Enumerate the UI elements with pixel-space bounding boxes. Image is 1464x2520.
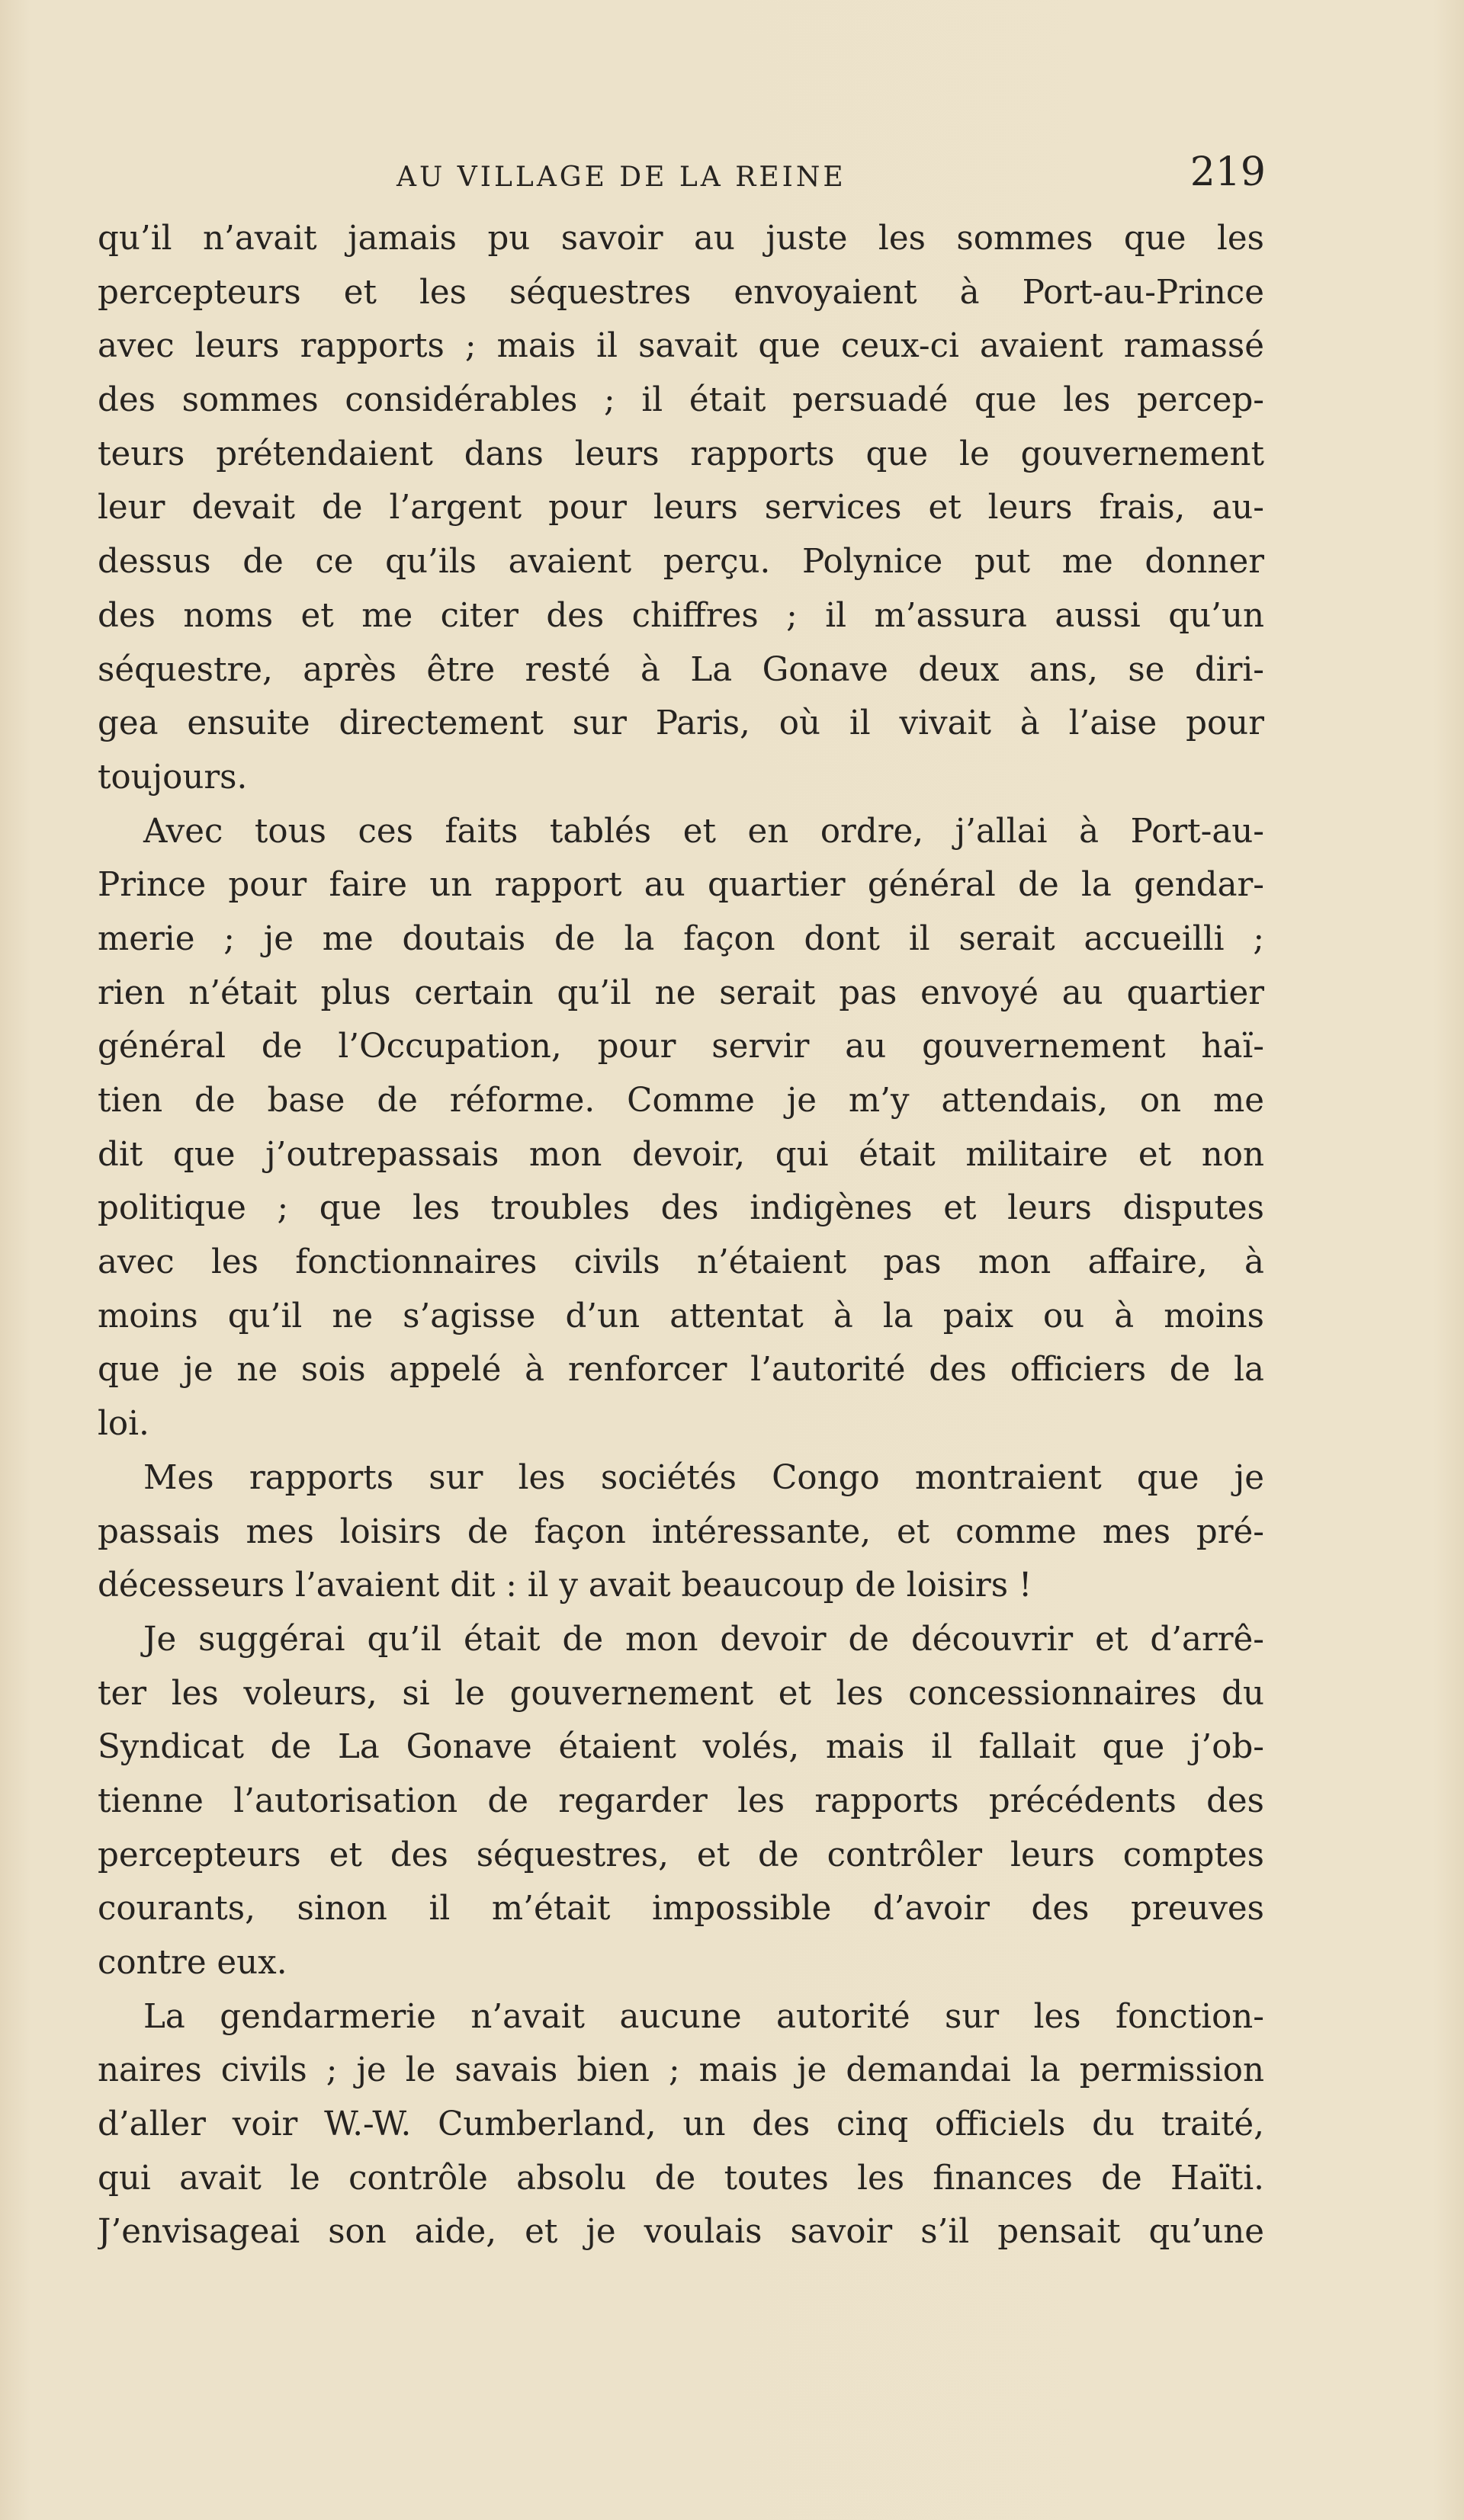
- text-line: tienne l’autorisation de regarder les rapports précédents des: [98, 1781, 1264, 1820]
- text-line: leur devait de l’argent pour leurs services et leurs frais, au-: [98, 489, 1264, 527]
- paragraph-end-line: contre eux.: [98, 1944, 287, 1982]
- paragraph-end-line: loi.: [98, 1405, 149, 1444]
- paragraph-start-line: La gendarmerie n’avait aucune autorité sur les fonction-: [143, 1997, 1264, 2036]
- text-line: J’envisageai son aide, et je voulais savoir s’il pensait qu’une: [98, 2213, 1264, 2252]
- paragraph-end-line: décesseurs l’avaient dit : il y avait beaucoup de loisirs !: [98, 1566, 1032, 1605]
- text-line: courants, sinon il m’était impossible d’avoir des preuves: [98, 1890, 1264, 1928]
- text-line: percepteurs et les séquestres envoyaient à Port-au-Prince: [98, 273, 1264, 312]
- text-line: qui avait le contrôle absolu de toutes les finances de Haïti.: [98, 2159, 1264, 2198]
- text-line: des sommes considérables ; il était persuadé que les percep-: [98, 381, 1264, 420]
- text-line: dit que j’outrepassais mon devoir, qui était militaire et non: [98, 1135, 1264, 1174]
- text-line: qu’il n’avait jamais pu savoir au juste les sommes que les: [98, 220, 1264, 258]
- text-line: d’aller voir W.-W. Cumberland, un des cinq officiels du traité,: [98, 2105, 1264, 2144]
- text-line: moins qu’il ne s’agisse d’un attentat à la paix ou à moins: [98, 1297, 1264, 1335]
- paragraph-start-line: Mes rapports sur les sociétés Congo montraient que je: [143, 1458, 1264, 1497]
- body-text: [98, 212, 1264, 2259]
- text-line: dessus de ce qu’ils avaient perçu. Polynice put me donner: [98, 543, 1264, 582]
- page-number: 219: [1190, 149, 1266, 195]
- paragraph-start-line: Avec tous ces faits tablés et en ordre, j’allai à Port-au-: [143, 812, 1264, 851]
- text-line: Prince pour faire un rapport au quartier général de la gendar-: [98, 866, 1264, 905]
- text-line: ter les voleurs, si le gouvernement et les concessionnaires du: [98, 1674, 1264, 1713]
- text-line: naires civils ; je le savais bien ; mais je demandai la permission: [98, 2051, 1264, 2090]
- page-header: [99, 149, 1266, 203]
- text-line: politique ; que les troubles des indigènes et leurs disputes: [98, 1189, 1264, 1228]
- text-line: Syndicat de La Gonave étaient volés, mais il fallait que j’ob-: [98, 1728, 1264, 1767]
- running-title: AU VILLAGE DE LA REINE: [396, 162, 846, 193]
- text-line: que je ne sois appelé à renforcer l’autorité des officiers de la: [98, 1351, 1264, 1390]
- text-line: tien de base de réforme. Comme je m’y attendais, on me: [98, 1082, 1264, 1120]
- text-line: merie ; je me doutais de la façon dont il serait accueilli ;: [98, 919, 1264, 958]
- text-line: percepteurs et des séquestres, et de contrôler leurs comptes: [98, 1835, 1264, 1874]
- text-line: avec leurs rapports ; mais il savait que ceux-ci avaient ramassé: [98, 327, 1264, 366]
- text-line: passais mes loisirs de façon intéressante, et comme mes pré-: [98, 1512, 1264, 1551]
- text-line: séquestre, après être resté à La Gonave deux ans, se diri-: [98, 650, 1264, 689]
- text-line: teurs prétendaient dans leurs rapports que le gouvernement: [98, 434, 1264, 473]
- text-line: général de l’Occupation, pour servir au gouvernement haï-: [98, 1028, 1264, 1066]
- text-line: avec les fonctionnaires civils n’étaient pas mon affaire, à: [98, 1243, 1264, 1282]
- paragraph-start-line: Je suggérai qu’il était de mon devoir de découvrir et d’arrê-: [143, 1620, 1264, 1659]
- text-line: gea ensuite directement sur Paris, où il vivait à l’aise pour: [98, 704, 1264, 743]
- paragraph-end-line: toujours.: [98, 758, 248, 797]
- text-line: rien n’était plus certain qu’il ne serait pas envoyé au quartier: [98, 973, 1264, 1012]
- text-line: des noms et me citer des chiffres ; il m’assura aussi qu’un: [98, 596, 1264, 635]
